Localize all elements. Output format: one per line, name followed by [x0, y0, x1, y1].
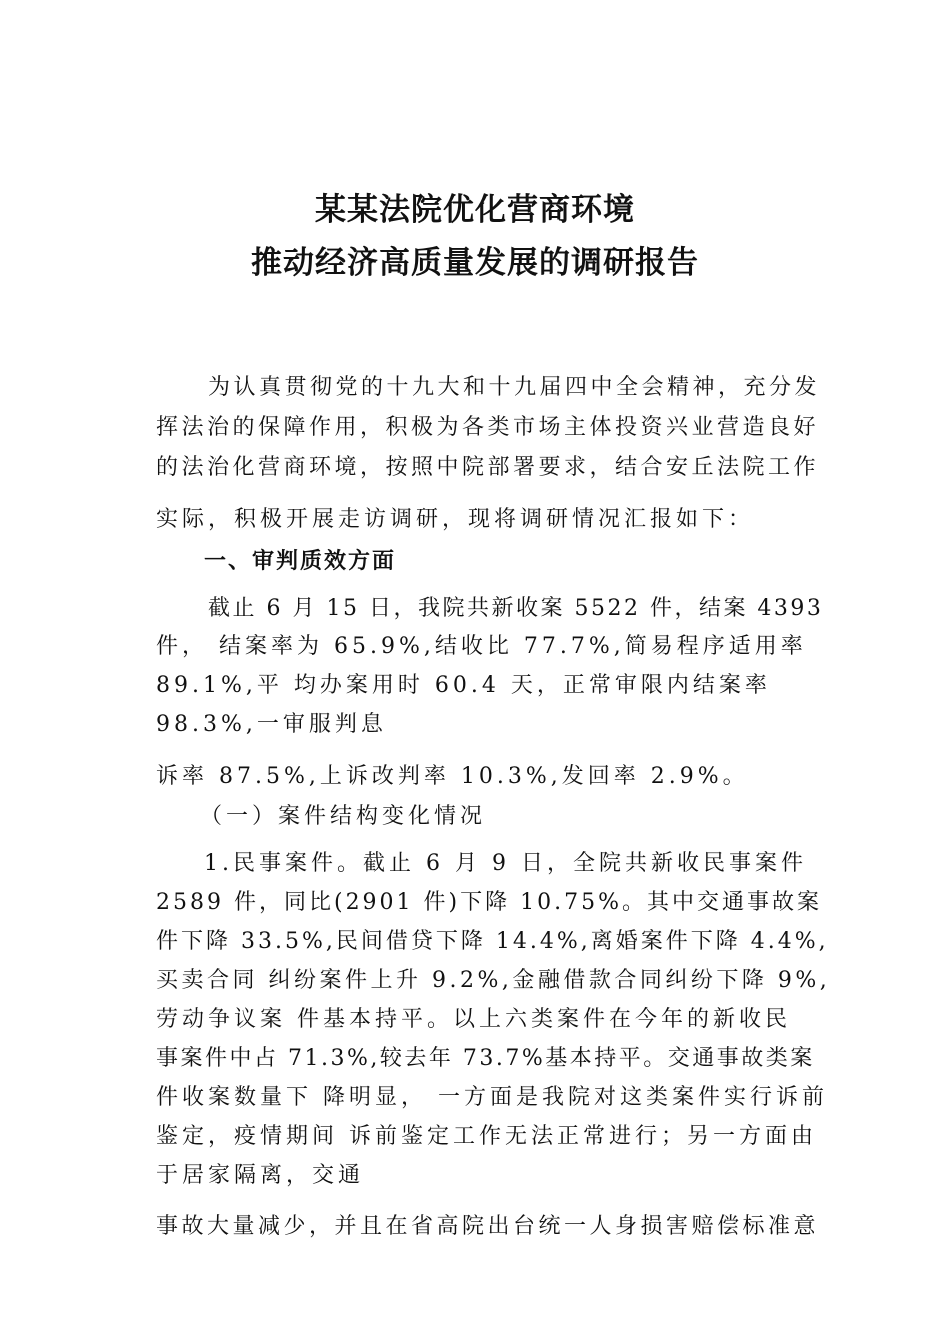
document-title-line-1: 某某法院优化营商环境	[315, 192, 635, 228]
section1-body-line: 89.1%,平 均办案用时 60.4 天，正常审限内结案率	[156, 673, 771, 698]
intro-line: 为认真贯彻党的十九大和十九届四中全会精神，充分发	[208, 375, 821, 400]
subsection1-body-line: 事案件中占 71.3%,较去年 73.7%基本持平。交通事故类案	[156, 1046, 815, 1071]
subsection1-body-line: 件下降 33.5%,民间借贷下降 14.4%,离婚案件下降 4.4%,	[156, 929, 829, 954]
subsection1-body-line: 于居家隔离，交通	[156, 1163, 365, 1188]
section1-body-line: 98.3%,一审服判息	[156, 712, 387, 737]
subsection1-body-line: 买卖合同 纠纷案件上升 9.2%,金融借款合同纠纷下降 9%,	[156, 968, 831, 993]
section1-body-line: 截止 6 月 15 日，我院共新收案 5522 件，结案 4393	[208, 596, 824, 621]
subsection1-body-line: 鉴定，疫情期间 诉前鉴定工作无法正常进行；另一方面由	[156, 1124, 817, 1149]
subsection1-body-line: 件收案数量下 降明显， 一方面是我院对这类案件实行诉前	[156, 1085, 828, 1110]
intro-line: 实际，积极开展走访调研，现将调研情况汇报如下：	[156, 507, 755, 532]
subsection1-body-line: 1.民事案件。截止 6 月 9 日，全院共新收民事案件	[204, 851, 807, 876]
intro-line: 的法治化营商环境，按照中院部署要求，结合安丘法院工作	[156, 455, 820, 480]
intro-line: 挥法治的保障作用，积极为各类市场主体投资兴业营造良好	[156, 415, 820, 440]
subsection1-body-line: 劳动争议案 件基本持平。以上六类案件在今年的新收民	[156, 1007, 791, 1032]
subsection-heading: （一）案件结构变化情况	[200, 804, 487, 829]
document-title-line-2: 推动经济高质量发展的调研报告	[251, 245, 699, 281]
section1-body-line: 诉率 87.5%,上诉改判率 10.3%,发回率 2.9%。	[156, 764, 749, 789]
section-heading: 一、审判质效方面	[204, 549, 397, 574]
subsection1-body-line: 事故大量减少，并且在省高院出台统一人身损害赔偿标准意	[156, 1214, 820, 1239]
subsection1-body-line: 2589 件，同比(2901 件)下降 10.75%。其中交通事故案	[156, 890, 823, 915]
section1-body-line: 件， 结案率为 65.9%,结收比 77.7%,简易程序适用率	[156, 634, 807, 659]
